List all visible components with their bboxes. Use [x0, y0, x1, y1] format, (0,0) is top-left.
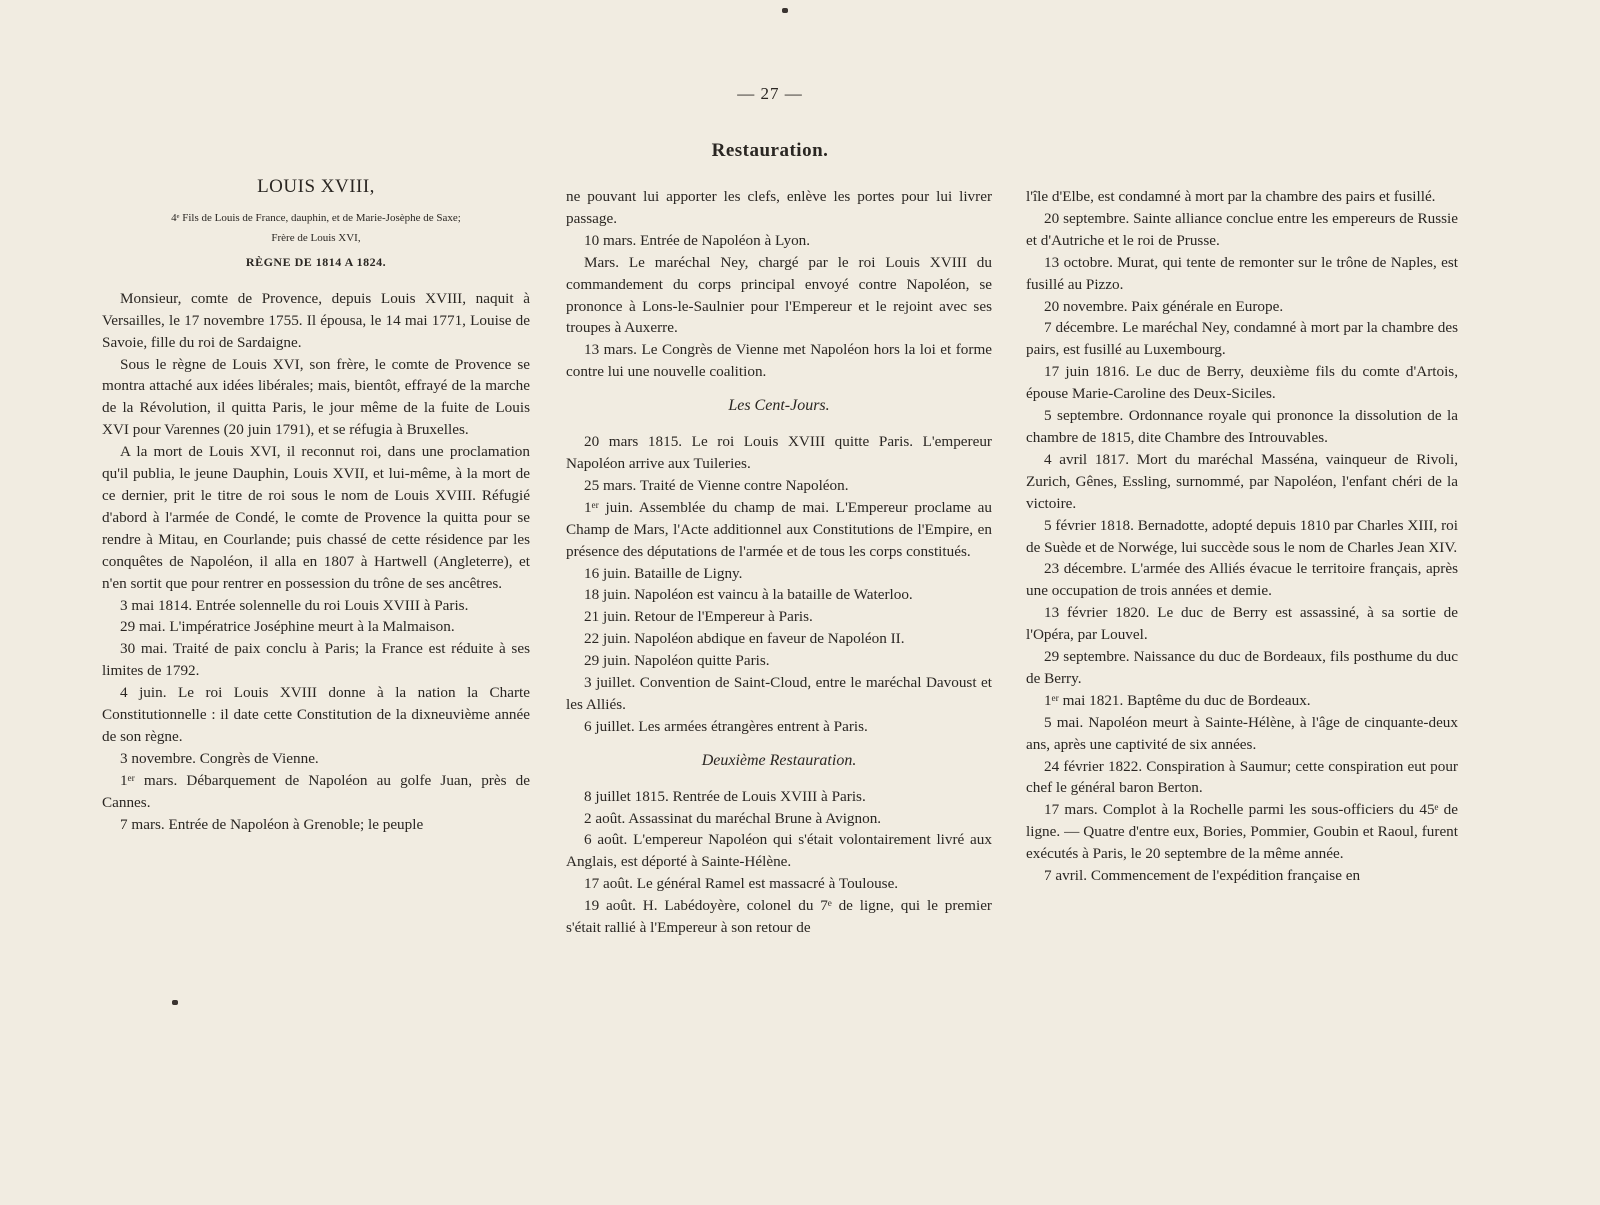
- ink-speck: [782, 8, 788, 13]
- paragraph: ne pouvant lui apporter les clefs, enlève les portes pour lui livrer passage.: [566, 188, 992, 227]
- paragraph: 1ᵉʳ mai 1821. Baptême du duc de Bordeaux.: [1044, 691, 1311, 709]
- subheading-cent-jours: Les Cent-Jours.: [728, 397, 830, 415]
- paragraph: 5 septembre. Ordonnance royale qui prononce la dissolution de la chambre de 1815, dite Chambre des Introuvables.: [1026, 407, 1458, 446]
- paragraph: 21 juin. Retour de l'Empereur à Paris.: [584, 608, 813, 626]
- paragraph: 22 juin. Napoléon abdique en faveur de Napoléon II.: [584, 630, 905, 648]
- paragraph: 16 juin. Bataille de Ligny.: [584, 564, 743, 582]
- paragraph: 3 juillet. Convention de Saint-Cloud, entre le maréchal Davoust et les Alliés.: [566, 674, 992, 713]
- paragraph: 13 mars. Le Congrès de Vienne met Napoléon hors la loi et forme contre lui une nouvelle coalition.: [566, 341, 992, 381]
- paragraph: 7 avril. Commencement de l'expédition française en: [1044, 867, 1361, 885]
- paragraph: 17 mars. Complot à la Rochelle parmi les sous-officiers du 45ᵉ de ligne. — Quatre d'entre eux, Bories, Pommier, Goubin et Raoul, furent exécutés à Paris, le 20 septembre de la même année.: [1026, 801, 1458, 863]
- paragraph: 6 juillet. Les armées étrangères entrent à Paris.: [584, 717, 868, 735]
- column-3: [1026, 186, 1458, 887]
- column-2: [566, 186, 992, 939]
- paragraph: 1ᵉʳ mars. Débarquement de Napoléon au golfe Juan, près de Cannes.: [102, 771, 530, 811]
- paragraph: 8 juillet 1815. Rentrée de Louis XVIII à Paris.: [584, 787, 866, 805]
- paragraph: 2 août. Assassinat du maréchal Brune à Avignon.: [584, 809, 882, 827]
- paragraph: 13 octobre. Murat, qui tente de remonter sur le trône de Naples, est fusillé au Pizzo.: [1026, 253, 1458, 293]
- paragraph: 17 juin 1816. Le duc de Berry, deuxième fils du comte d'Artois, épouse Marie-Caroline des Deux-Siciles.: [1026, 363, 1458, 403]
- paragraph: 7 mars. Entrée de Napoléon à Grenoble; le peuple: [120, 815, 424, 833]
- paragraph: 7 décembre. Le maréchal Ney, condamné à mort par la chambre des pairs, est fusillé au Luxembourg.: [1026, 319, 1458, 359]
- reign-dates: RÈGNE DE 1814 A 1824.: [245, 254, 387, 269]
- paragraph: 24 février 1822. Conspiration à Saumur; cette conspiration eut pour chef le général baron Berton.: [1026, 757, 1458, 797]
- paragraph: 20 septembre. Sainte alliance conclue entre les empereurs de Russie et d'Autriche et le roi de Prusse.: [1026, 209, 1458, 249]
- paragraph: 20 mars 1815. Le roi Louis XVIII quitte Paris. L'empereur Napoléon arrive aux Tuileries.: [566, 433, 992, 472]
- paragraph: 29 mai. L'impératrice Joséphine meurt à la Malmaison.: [120, 618, 455, 636]
- paragraph: Monsieur, comte de Provence, depuis Louis XVIII, naquit à Versailles, le 17 novembre 1755. Il épousa, le 14 mai 1771, Louise de Savoie, fille du roi de Sardaigne.: [102, 289, 530, 351]
- paragraph: 20 novembre. Paix générale en Europe.: [1044, 297, 1284, 315]
- paragraph: 13 février 1820. Le duc de Berry est assassiné, à sa sortie de l'Opéra, par Louvel.: [1026, 604, 1458, 644]
- paragraph: 4 juin. Le roi Louis XVIII donne à la nation la Charte Constitutionnelle : il date cette Constitution de la dixneuvième année de son règne.: [102, 684, 530, 745]
- paragraph: 5 mai. Napoléon meurt à Sainte-Hélène, à l'âge de cinquante-deux ans, après une captivité de six années.: [1026, 713, 1458, 753]
- paragraph: 30 mai. Traité de paix conclu à Paris; la France est réduite à ses limites de 1792.: [102, 640, 530, 680]
- page-number: — 27 —: [737, 84, 803, 103]
- king-name: LOUIS XVIII,: [257, 176, 375, 197]
- paragraph: A la mort de Louis XVI, il reconnut roi, dans une proclamation qu'il publia, le jeune Dauphin, Louis XVII, et lui-même, à la mort de ce dernier, prit le titre de roi sous le nom de Louis XVIII. Réfugié d'abord à l'armée de Condé, le comte de Provence la quitta pour se rendre à Mitau, en Courlande; puis chassé de cette résidence par les conquêtes de Napoléon, il alla en 1807 à Hartwell (Angleterre), et n'en sortit que pour rentrer en possession du trône de ses ancêtres.: [102, 443, 530, 592]
- paragraph: 3 mai 1814. Entrée solennelle du roi Louis XVIII à Paris.: [120, 596, 469, 614]
- paragraph: 17 août. Le général Ramel est massacré à Toulouse.: [584, 875, 899, 893]
- paragraph: 3 novembre. Congrès de Vienne.: [120, 749, 319, 767]
- king-lineage: 4ᵉ Fils de Louis de France, dauphin, et de Marie-Josèphe de Saxe;: [171, 211, 461, 224]
- paragraph: 29 juin. Napoléon quitte Paris.: [584, 652, 770, 670]
- paragraph: 23 décembre. L'armée des Alliés évacue le territoire français, après une occupation de trois années et demie.: [1026, 560, 1458, 600]
- section-title: Restauration.: [711, 140, 829, 161]
- paragraph: Sous le règne de Louis XVI, son frère, le comte de Provence se montra attaché aux idées libérales; mais, bientôt, effrayé de la marche de la Révolution, il quitta Paris, le jour même de la fuite de Louis XVI pour Varennes (20 juin 1791), et se réfugia à Bruxelles.: [102, 355, 530, 439]
- paragraph: 19 août. H. Labédoyère, colonel du 7ᵉ de ligne, qui le premier s'était rallié à l'Empereur à son retour de: [566, 897, 992, 937]
- paragraph: 18 juin. Napoléon est vaincu à la bataille de Waterloo.: [584, 586, 913, 604]
- paragraph: 1ᵉʳ juin. Assemblée du champ de mai. L'Empereur proclame au Champ de Mars, l'Acte additionnel aux Constitutions de l'Empire, en présence des députations de l'armée et de tous les corps constitués.: [566, 498, 992, 560]
- paragraph: 10 mars. Entrée de Napoléon à Lyon.: [584, 231, 811, 249]
- king-sibling: Frère de Louis XVI,: [271, 231, 361, 244]
- paragraph: 29 septembre. Naissance du duc de Bordeaux, fils posthume du duc de Berry.: [1026, 648, 1458, 687]
- paragraph: 5 février 1818. Bernadotte, adopté depuis 1810 par Charles XIII, roi de Suède et de Norwége, lui succède sous le nom de Charles Jean XIV.: [1026, 516, 1458, 556]
- subheading-deuxieme-restauration: Deuxième Restauration.: [701, 751, 857, 769]
- paragraph: 4 avril 1817. Mort du maréchal Masséna, vainqueur de Rivoli, Zurich, Gênes, Essling, surnommé, par Napoléon, l'enfant chéri de la victoire.: [1026, 450, 1458, 512]
- paragraph: 25 mars. Traité de Vienne contre Napoléon.: [584, 476, 849, 494]
- ink-speck: [172, 1000, 178, 1005]
- column-1: [102, 176, 530, 835]
- paragraph: 6 août. L'empereur Napoléon qui s'était volontairement livré aux Anglais, est déporté à Sainte-Hélène.: [566, 831, 992, 871]
- paragraph: l'île d'Elbe, est condamné à mort par la chambre des pairs et fusillé.: [1026, 188, 1436, 205]
- paragraph: Mars. Le maréchal Ney, chargé par le roi Louis XVIII du commandement du corps principal envoyé contre Napoléon, se prononce à Lons-le-Saulnier pour l'Empereur et le rejoint avec ses troupes à Auxerre.: [566, 253, 992, 337]
